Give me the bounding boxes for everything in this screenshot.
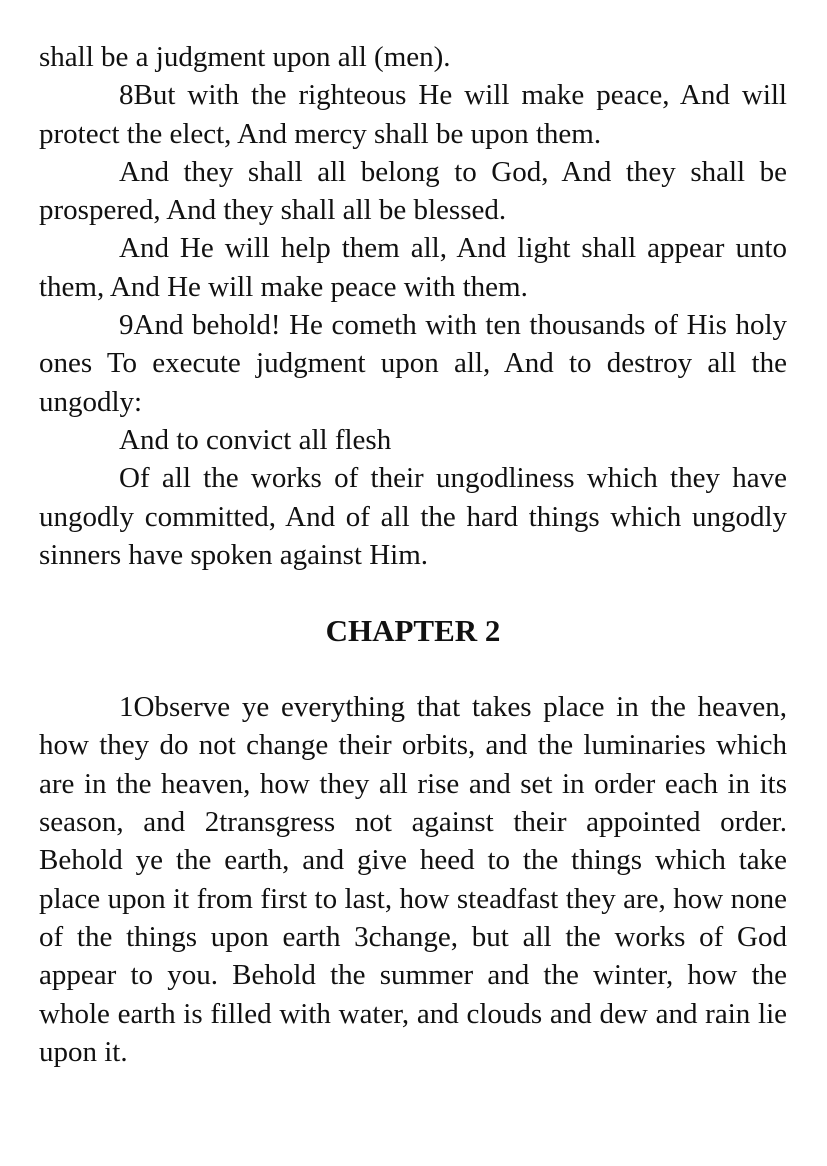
- paragraph-verse-8: 8But with the righteous He will make peace, And will protect the elect, And mercy shall be upon them.: [39, 79, 787, 150]
- paragraph-chapter-2-verse-1: 1Observe ye everything that takes place in the heaven, how they do not change their orbits, and the luminaries which are in the heaven, how they all rise and set in order each in its season, and 2transgress not against their appointed order. Behold ye the earth, and give heed to the things which take place upon it from first to last, how steadfast they are, how none of the things upon earth 3change, but all the works of God appear to you. Behold the summer and the winter, how the whole earth is filled with water, and clouds and dew and rain lie upon it.: [39, 691, 787, 1068]
- paragraph-continuation: shall be a judgment upon all (men).: [39, 41, 451, 73]
- paragraph-belong-to-god: And they shall all belong to God, And they shall be prospered, And they shall all be blessed.: [39, 155, 787, 227]
- paragraph-works-ungodliness: Of all the works of their ungodliness which they have ungodly committed, And of all the hard things which ungodly sinners have spoken against Him.: [39, 462, 787, 571]
- paragraph-convict-flesh: And to convict all flesh: [119, 423, 392, 456]
- paragraph-verse-9: 9And behold! He cometh with ten thousands of His holy ones To execute judgment upon all, And to destroy all the ungodly:: [39, 309, 787, 418]
- paragraph-help-them: And He will help them all, And light shall appear unto them, And He will make peace with them.: [39, 232, 787, 303]
- chapter-heading: CHAPTER 2: [325, 613, 501, 649]
- document-page: [39, 38, 787, 1071]
